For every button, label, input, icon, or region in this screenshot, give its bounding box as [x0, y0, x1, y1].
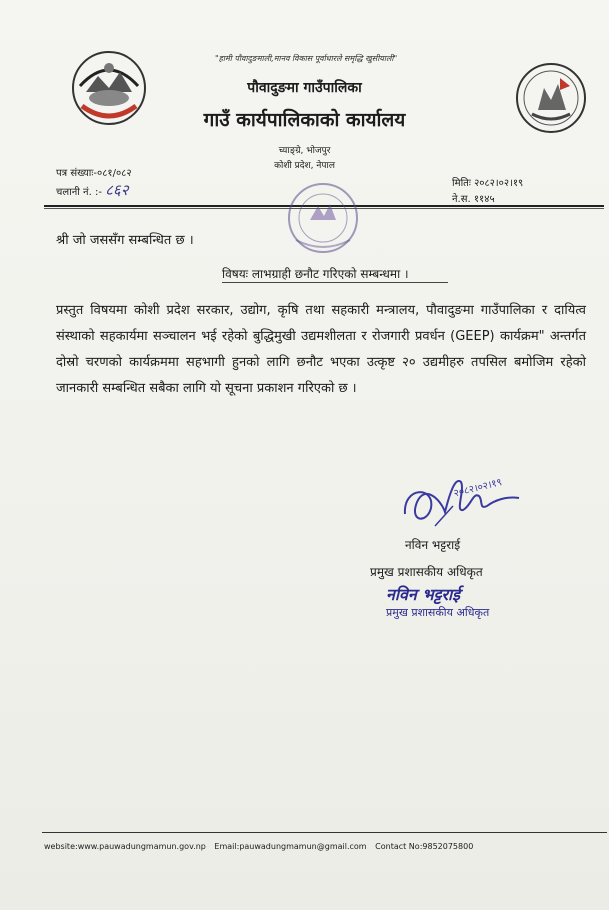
date-block [452, 176, 523, 208]
reference-block [56, 166, 132, 201]
date-label: मितिः [452, 178, 471, 189]
address-line-2: कोशी प्रदेश, नेपाल [274, 161, 335, 171]
date-value: २०८२।०२।१९ [474, 178, 524, 189]
office-stamp-icon [278, 180, 368, 258]
letter-number [56, 166, 132, 182]
footer-divider [42, 832, 607, 833]
handwritten-date: २०८२।०२।१९ [452, 477, 504, 500]
motto-text: "हामी पौवादुङमाली,मानव विकास पूर्वाधारले समृद्धि खुसीयाली" [215, 54, 398, 63]
footer-contact [44, 842, 479, 851]
dispatch-number [56, 182, 132, 201]
date-line [452, 176, 523, 192]
signature-stamp-title: प्रमुख प्रशासकीय अधिकृत [386, 606, 490, 619]
letter-body: प्रस्तुत विषयमा कोशी प्रदेश सरकार, उद्योग, कृषि तथा सहकारी मन्त्रालय, पौवादुङमा गाउँपालिका र दायित्व संस्थाको सहकार्यमा सञ्चालन भई रहेको बुद्धिमुखी उद्यमशीलता र रोजगारी प्रवर्धन (GEEP) कार्यक्रम" अन्तर्गत दोस्रो चरणको कार्यक्रममा सहभागी हुनको लागि छनौट भएका उत्कृष्ट २० उद्यमीहरु तपसिल बमोजिम रहेको जानकारी सम्बन्धित सबैका लागि यो सूचना प्रकाशन गरिएको छ । [56, 303, 586, 396]
signature-mark [395, 466, 565, 538]
subject-underline [222, 282, 448, 283]
address-line-1: च्याङ्ग्रे, भोजपुर [278, 146, 331, 156]
dispatch-number-value: ८६२ [105, 181, 129, 199]
signature-stamp-name: नविन भट्टराई [386, 585, 460, 604]
dispatch-number-label: चलानी नं. :- [56, 187, 102, 198]
footer-website: website:www.pauwadungmamun.gov.np [44, 842, 206, 851]
nepal-sambat-date: ने.स. ११४५ [452, 194, 495, 205]
signatory-title: प्रमुख प्रशासकीय अधिकृत [370, 565, 483, 579]
office-name: गाउँ कार्यपालिकाको कार्यालय [203, 109, 406, 131]
subject-line: विषयः लाभग्राही छनौट गरिएको सम्बन्धमा । [222, 267, 409, 281]
footer-email: Email:pauwadungmamun@gmail.com [214, 842, 367, 851]
organization-name: पौवादुङमा गाउँपालिका [247, 80, 362, 96]
letter-number-label: पत्र संख्याः- [56, 168, 98, 179]
letter-number-value: ०८१/०८२ [97, 168, 132, 179]
signatory-name: नविन भट्टराई [405, 538, 461, 552]
footer-contact-number: Contact No:9852075800 [375, 842, 474, 851]
salutation: श्री जो जससँग सम्बन्धित छ । [56, 233, 194, 248]
